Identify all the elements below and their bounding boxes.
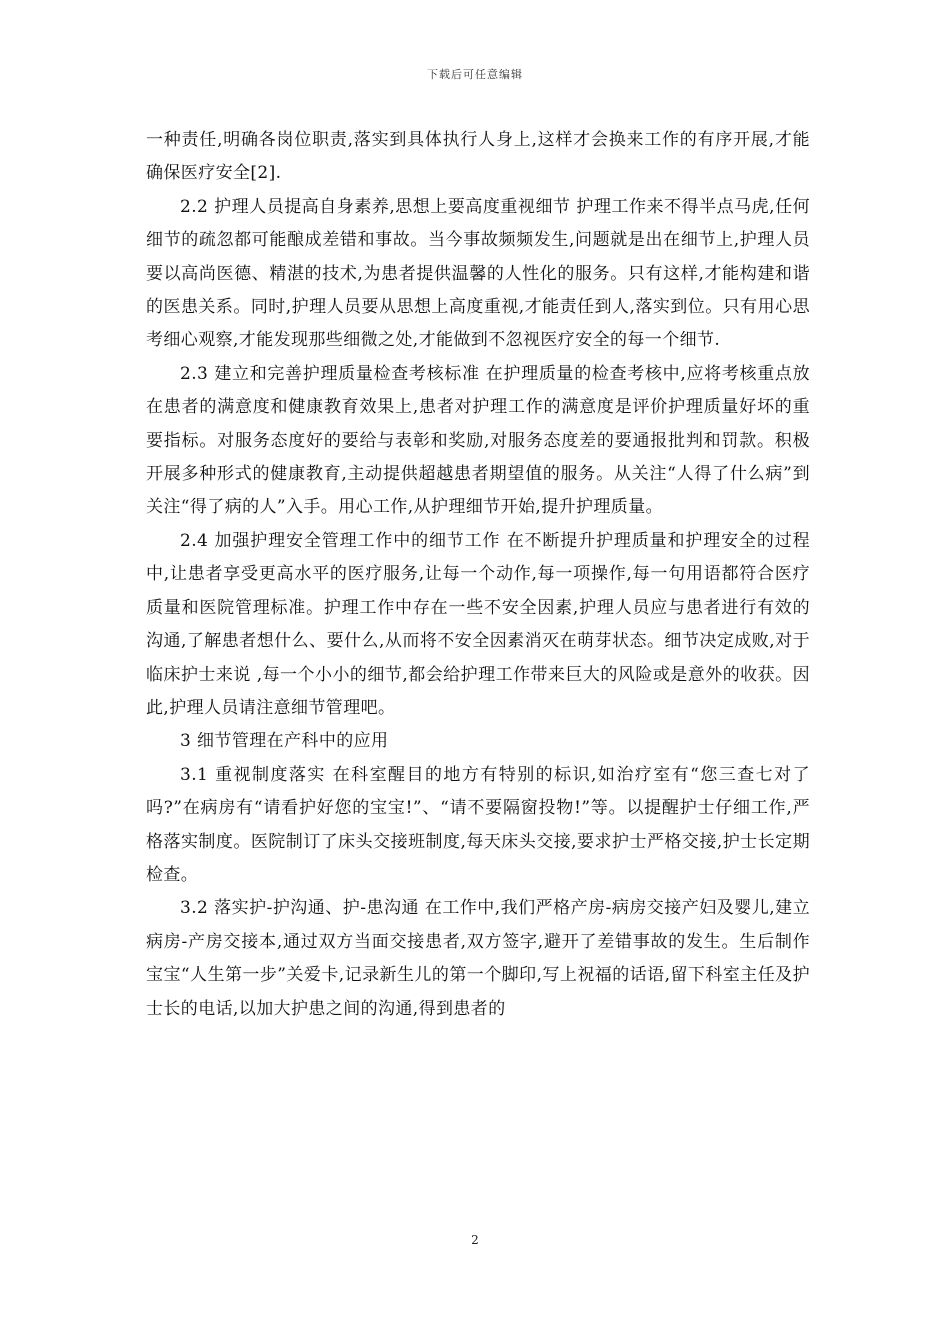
body-text [146,124,810,1026]
paragraph-3-1: 3.1 重视制度落实 在科室醒目的地方有特别的标识,如治疗室有“您三查七对了吗?”在病房有“请看护好您的宝宝!”、“请不要隔窗投物!”等。以提醒护士仔细工作,严格落实制度。医院制订了床头交接班制度,每天床头交接,要求护士严格交接,护士长定期检查。 [146,764,810,885]
paragraph-2-4: 2.4 加强护理安全管理工作中的细节工作 在不断提升护理质量和护理安全的过程中,让患者享受更高水平的医疗服务,让每一个动作,每一项操作,每一句用语都符合医疗质量和医院管理标准。护理工作中存在一些不安全因素,护理人员应与患者进行有效的沟通,了解患者想什么、要什么,从而将不安全因素消灭在萌芽状态。细节决定成败,对于临床护士来说 ,每一个小小的细节,都会给护理工作带来巨大的风险或是意外的收获。因此,护理人员请注意细节管理吧。 [146,530,810,718]
page-header: 下载后可任意编辑 [427,68,523,81]
page-number: 2 [471,1233,479,1247]
paragraph-3-2: 3.2 落实护-护沟通、护-患沟通 在工作中,我们严格产房-病房交接产妇及婴儿,建立病房-产房交接本,通过双方当面交接患者,双方签字,避开了差错事故的发生。生后制作宝宝“人生第一步”关爱卡,记录新生儿的第一个脚印,写上祝福的话语,留下科室主任及护士长的电话,以加大护患之间的沟通,得到患者的 [146,898,810,1019]
paragraph-continuation: 一种责任,明确各岗位职责,落实到具体执行人身上,这样才会换来工作的有序开展,才能确保医疗安全[2]. [146,130,810,184]
section-heading-3: 3 细节管理在产科中的应用 [180,731,389,752]
paragraph-2-2: 2.2 护理人员提高自身素养,思想上要高度重视细节 护理工作来不得半点马虎,任何细节的疏忽都可能酿成差错和事故。当今事故频频发生,问题就是出在细节上,护理人员要以高尚医德、精湛的技术,为患者提供温馨的人性化的服务。只有这样,才能构建和谐的医患关系。同时,护理人员要从思想上高度重视,才能责任到人,落实到位。只有用心思考细心观察,才能发现那些细微之处,才能做到不忽视医疗安全的每一个细节. [146,196,810,351]
paragraph-2-3: 2.3 建立和完善护理质量检查考核标准 在护理质量的检查考核中,应将考核重点放在患者的满意度和健康教育效果上,患者对护理工作的满意度是评价护理质量好坏的重要指标。对服务态度好的要给与表彰和奖励,对服务态度差的要通报批判和罚款。积极开展多种形式的健康教育,主动提供超越患者期望值的服务。从关注“人得了什么病”到关注“得了病的人”入手。用心工作,从护理细节开始,提升护理质量。 [146,363,810,518]
